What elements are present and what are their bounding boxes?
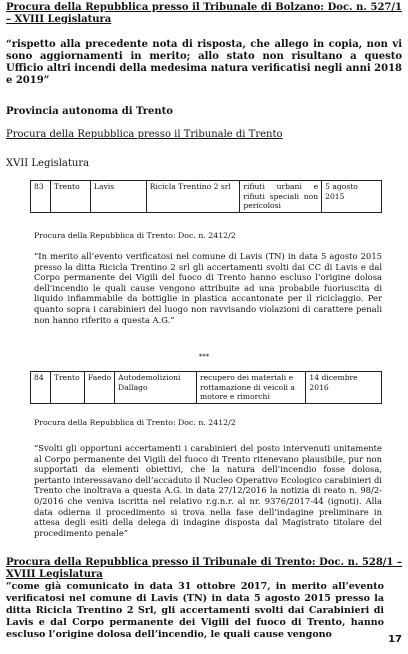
table-row <box>31 181 382 213</box>
doc-reference: Procura della Repubblica di Trento: Doc. n. 2412/2 <box>34 231 236 240</box>
table-row <box>31 372 382 404</box>
quote-record-84: “Svolti gli opportuni accertamenti i carabinieri del posto intervenuti unitamente al Corpo permanente dei Vigili del fuoco di Trento ritenevano plausibile, pur non supportati da elementi obiettivi, che la natura dell’incendio fosse dolosa, pertanto interessavano dell’accaduto il Nucleo Operativo Ecologico carabinieri di Trento che inoltrava a questa A.G. in data 27/12/2016 la notizia di reato n. 98/2-0/2016 che veniva iscritta nel relativo r.g.n.r. al nr. 9376/2017-44 (ignoti). Alla data odierna il procedimento si trova nella fase dell’indagine preliminare in attesa degli esiti della delega di indagine disposta dal Magistrato titolare del procedimento penale” <box>34 443 382 538</box>
record-place: Faedo <box>84 372 114 404</box>
record-city: Trento <box>50 372 84 404</box>
legislature-label: XVII Legislatura <box>6 158 90 169</box>
record-city: Trento <box>50 181 90 213</box>
record-place: Lavis <box>90 181 146 213</box>
record-date: 14 dicembre 2016 <box>306 372 382 404</box>
record-company: Ricicla Trentino 2 srl <box>146 181 240 213</box>
doc-reference: Procura della Repubblica di Trento: Doc. n. 2412/2 <box>34 418 236 427</box>
record-company: Autodemolizioni Dallago <box>115 372 197 404</box>
record-date: 5 agosto 2015 <box>322 181 382 213</box>
record-number: 84 <box>31 372 51 404</box>
page-number: 17 <box>388 634 402 645</box>
quote-record-83: “In merito all’evento verificatosi nel comune di Lavis (TN) in data 5 agosto 2015 presso la ditta Ricicla Trentino 2 srl gli accertamenti svolti dai CC di Lavis e dal Corpo permanente dei Vigili del fuoco di Trento hanno escluso l’origine dolosa dell’incendio le quali cause vengono attribuite ad una probabile fuoriuscita di liquido infiammabile da bottiglie in plastica accantonate per il riciclaggio. Per quanto sopra i carabinieri del luogo non ravvisando violazioni di carattere penali non hanno riferito a questa A.G.” <box>34 251 382 325</box>
record-table-83 <box>30 180 382 213</box>
section-heading-trento: Procura della Repubblica presso il Tribunale di Trento: Doc. n. 528/1 – XVIII Legislatura <box>6 557 402 580</box>
quote-bolzano: “rispetto alla precedente nota di risposta, che allego in copia, non vi sono aggiornamenti in merito; allo stato non risultano a questo Ufficio altri incendi della medesima natura verificatisi negli anni 2018 e 2019” <box>6 39 402 86</box>
separator-stars: *** <box>198 353 210 361</box>
province-heading: Provincia autonoma di Trento <box>6 106 173 117</box>
record-table-84 <box>30 371 382 404</box>
record-material: rifiuti urbani e rifiuti speciali non pericolosi <box>240 181 322 213</box>
record-material: recupero dei materiali e rottamazione di veicoli a motore e rimorchi <box>197 372 306 404</box>
quote-trento: “come già comunicato in data 31 ottobre 2017, in merito all’evento verificatosi nel comune di Lavis (TN) in data 5 agosto 2015 presso la ditta Ricicla Trentino 2 Srl, gli accertamenti svolti dai Carabinieri di Lavis e dal Corpo permanente dei Vigili del fuoco di Trento, hanno escluso l’origine dolosa dell’incendio, le quali cause vengono <box>6 581 384 640</box>
record-number: 83 <box>31 181 51 213</box>
procura-trento-heading: Procura della Repubblica presso il Tribunale di Trento <box>6 129 283 140</box>
section-heading-bolzano: Procura della Repubblica presso il Tribunale di Bolzano: Doc. n. 527/1 – XVIII Legislatura <box>6 2 402 25</box>
